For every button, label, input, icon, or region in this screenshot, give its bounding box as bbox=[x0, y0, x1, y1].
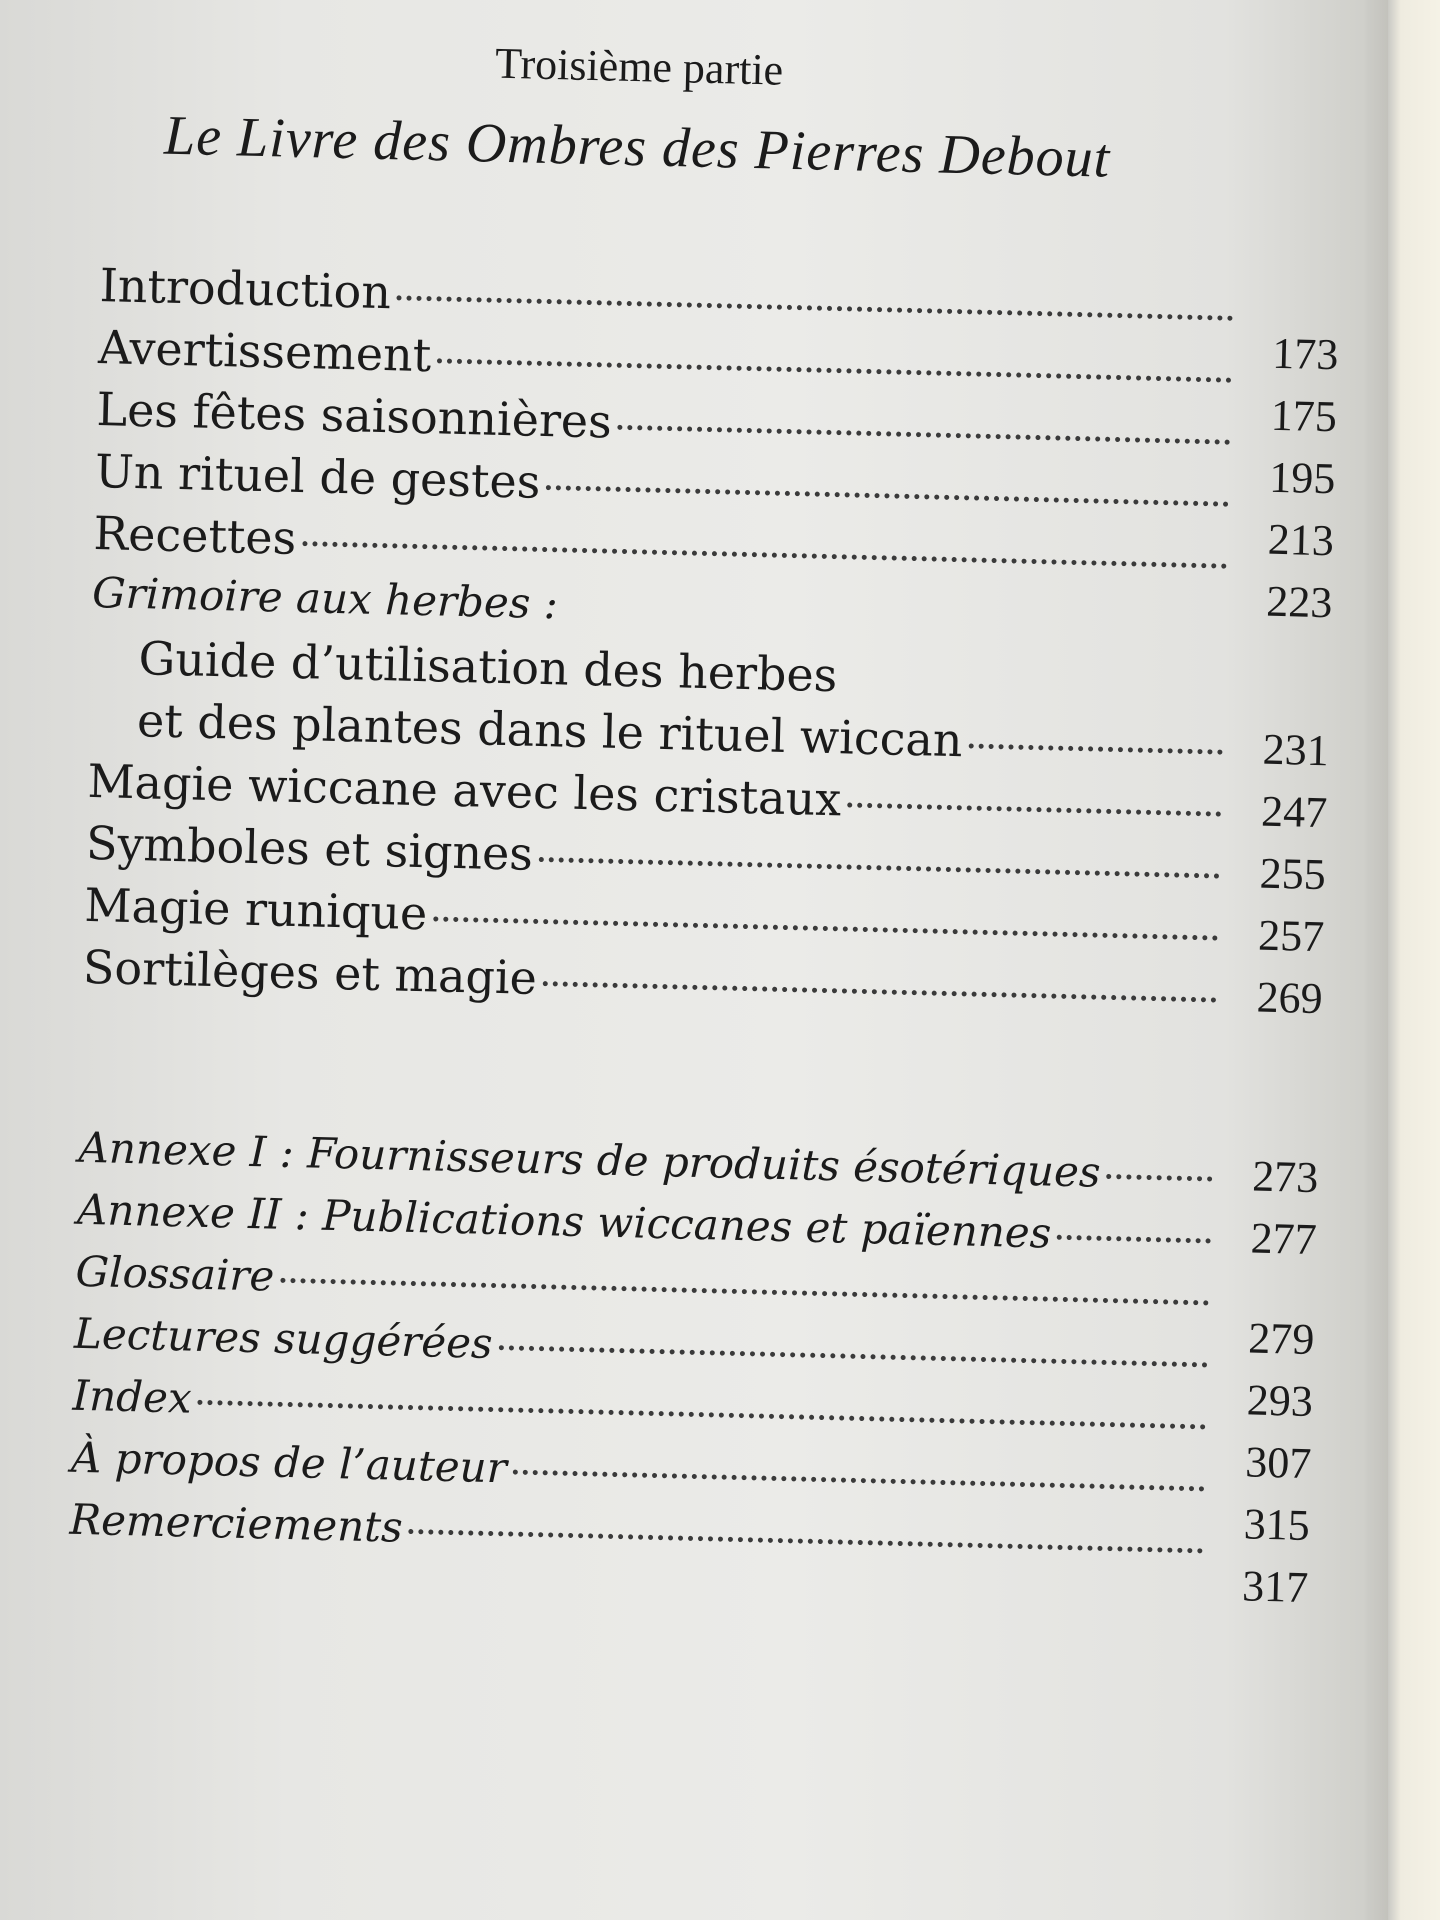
toc-label: Remerciements bbox=[68, 1494, 404, 1552]
dot-leader bbox=[437, 358, 1232, 382]
dot-leader bbox=[1057, 1235, 1211, 1244]
toc-page-number: 273 bbox=[1251, 1151, 1319, 1203]
toc-label: Introduction bbox=[99, 258, 392, 320]
toc-page-number: 175 bbox=[1270, 390, 1338, 442]
toc-page-number: 269 bbox=[1256, 972, 1324, 1024]
part-title: Le Livre des Ombres des Pierres Debout bbox=[163, 104, 1112, 190]
toc-label: À propos de l’auteur bbox=[70, 1432, 508, 1493]
toc-label: Un rituel de gestes bbox=[94, 444, 541, 509]
toc-label: Glossaire bbox=[75, 1246, 275, 1301]
toc-page-number: 307 bbox=[1244, 1437, 1312, 1489]
dot-leader bbox=[847, 802, 1221, 816]
dot-leader bbox=[1106, 1174, 1212, 1182]
toc-label: Sortilèges et magie bbox=[82, 939, 538, 1005]
toc-page-number: 255 bbox=[1259, 848, 1327, 900]
toc-page-number: 231 bbox=[1262, 724, 1330, 776]
dot-leader bbox=[433, 916, 1218, 940]
toc-page-number: 279 bbox=[1247, 1313, 1315, 1365]
dot-leader bbox=[397, 295, 1234, 320]
toc-label: Magie wiccane avec les cristaux bbox=[86, 753, 842, 827]
toc-label: Les fêtes saisonnières bbox=[96, 382, 613, 449]
toc-label: Annexe I : Fournisseurs de produits ésotériques bbox=[78, 1122, 1102, 1197]
toc-page-number: 195 bbox=[1268, 452, 1336, 504]
dot-leader bbox=[539, 857, 1220, 879]
dot-leader bbox=[498, 1345, 1207, 1367]
part-label: Troisième partie bbox=[494, 38, 784, 95]
dot-leader bbox=[968, 743, 1222, 754]
toc-label: Annexe II : Publications wiccanes et païennes bbox=[76, 1184, 1052, 1258]
toc-page-number: 247 bbox=[1260, 786, 1328, 838]
page-edge bbox=[1388, 0, 1440, 1920]
dot-leader bbox=[197, 1400, 1206, 1430]
dot-leader bbox=[546, 485, 1229, 507]
dot-leader bbox=[409, 1529, 1204, 1553]
toc-label: Recettes bbox=[93, 506, 297, 565]
toc-label: Guide d’utilisation des herbes bbox=[137, 631, 838, 703]
dot-leader bbox=[302, 541, 1227, 569]
table-of-contents bbox=[68, 258, 1340, 1612]
toc-page-number: 173 bbox=[1271, 328, 1339, 380]
toc-page-number: 257 bbox=[1257, 910, 1325, 962]
dot-leader bbox=[513, 1470, 1205, 1492]
toc-page-number: 317 bbox=[1241, 1561, 1309, 1612]
page-shadow bbox=[1364, 0, 1388, 1920]
toc-page-number: 277 bbox=[1250, 1213, 1318, 1265]
toc-label: et des plantes dans le rituel wiccan bbox=[136, 693, 964, 768]
toc-page-number: 293 bbox=[1246, 1375, 1314, 1427]
toc-page-number: 223 bbox=[1265, 576, 1333, 628]
book-page bbox=[55, 28, 1370, 1918]
toc-label: Symboles et signes bbox=[85, 815, 534, 881]
toc-page-number: 213 bbox=[1267, 514, 1335, 566]
toc-label: Lectures suggérées bbox=[73, 1308, 494, 1368]
toc-page-number: 315 bbox=[1243, 1499, 1311, 1550]
dot-leader bbox=[618, 425, 1231, 445]
dot-leader bbox=[280, 1278, 1209, 1306]
toc-label: Avertissement bbox=[97, 320, 432, 383]
toc-label: Grimoire aux herbes : bbox=[91, 567, 559, 629]
toc-label: Magie runique bbox=[83, 877, 428, 941]
dot-leader bbox=[543, 981, 1217, 1002]
toc-label: Index bbox=[71, 1370, 193, 1423]
